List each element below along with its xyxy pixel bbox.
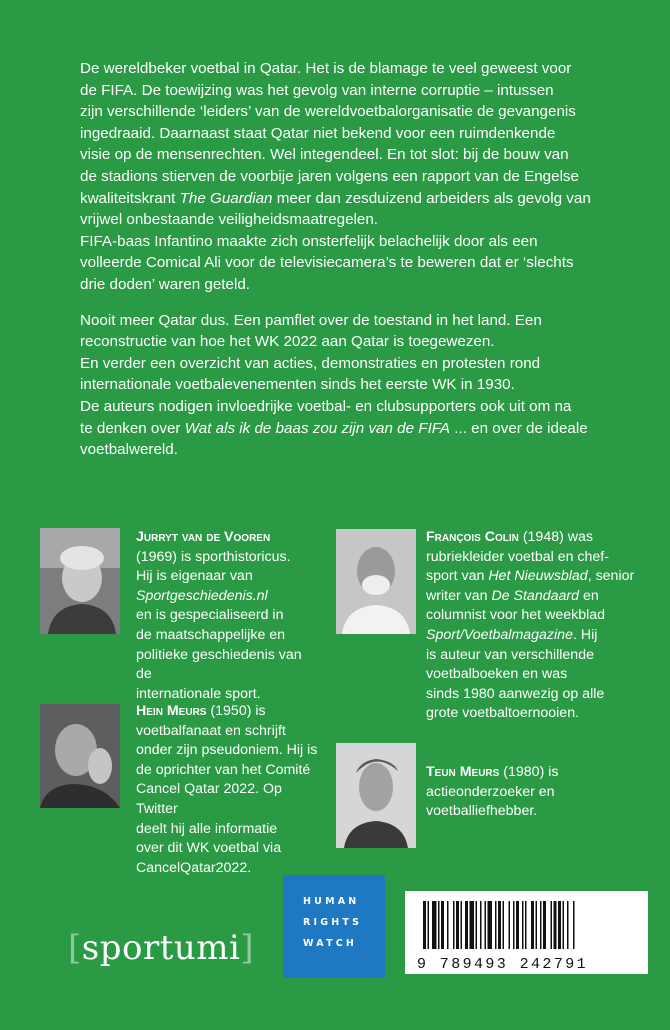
barcode-bar: [522, 901, 524, 949]
barcode-bar: [447, 901, 449, 949]
barcode-bar: [554, 901, 557, 949]
author-photo-hein: [40, 704, 120, 808]
author-photo-icon: [336, 743, 416, 848]
blurb-line: voetbalwereld.: [80, 441, 178, 459]
blurb-line: volleerde Comical Ali voor de televisiecamera’s te beweren dat er ‘slechts: [80, 254, 574, 272]
barcode-bar: [573, 901, 575, 949]
barcode-bar: [488, 901, 493, 949]
author-photo-icon: [336, 529, 416, 634]
barcode-bar: [543, 901, 546, 949]
blurb-line: FIFA-baas Infantino maakte zich onsterfelijk belachelijk door als een: [80, 232, 538, 250]
barcode-bar: [513, 901, 515, 949]
blurb-line: reconstructie van hoe het WK 2022 aan Qatar is toegewezen.: [80, 333, 495, 351]
barcode-bar: [509, 901, 511, 949]
blurb-line: vrijwel onbestaande veiligheidsmaatregelen.: [80, 211, 379, 229]
barcode-bar: [498, 901, 501, 949]
author-name: Teun Meurs: [426, 764, 500, 780]
blurb-line: internationale voetbalevenementen sinds het eerste WK in 1930.: [80, 376, 515, 394]
blurb-line: de FIFA. De toewijzing was het gevolg van interne corruptie – intussen: [80, 81, 554, 99]
blurb-line: te denken over Wat als ik de baas zou zijn van de FIFA ... en over de ideale: [80, 419, 588, 437]
blurb-line: kwaliteitskrant The Guardian meer dan zesduizend arbeiders als gevolg van: [80, 189, 591, 207]
blurb-line: Nooit meer Qatar dus. Een pamflet over de toestand in het land. Een: [80, 311, 542, 329]
author-photo-jurryt: [40, 528, 120, 634]
barcode-bar: [540, 901, 542, 949]
sportumi-logo: [sportumi]: [68, 928, 255, 968]
author-photo-teun: [336, 743, 416, 848]
blurb-line: zijn verschillende ‘leiders’ van de wereldvoetbalorganisatie de gevangenis: [80, 103, 576, 121]
human-rights-watch-logo: HUMAN RIGHTS WATCH: [283, 875, 385, 978]
barcode-bar: [461, 901, 463, 949]
barcode-bar: [480, 901, 482, 949]
barcode-bar: [441, 901, 444, 949]
blurb-line: De auteurs nodigen invloedrijke voetbal- en clubsupporters ook uit om na: [80, 397, 572, 415]
barcode-bar: [536, 901, 538, 949]
author-bio-jurryt: Jurryt van de Vooren (1969) is sporthistoricus. Hij is eigenaar van Sportgeschiedenis.nl en is gespecialiseerd in de maatschappelijke en politieke geschiedenis van de internationale sport.: [136, 529, 302, 702]
back-cover-blurb: [80, 58, 600, 475]
barcode-bar: [551, 901, 553, 949]
barcode-bar: [485, 901, 487, 949]
blurb-line: visie op de mensenrechten. Wel integendeel. En tot slot: bij de bouw van: [80, 146, 569, 164]
barcode-bar: [456, 901, 459, 949]
barcode-bar: [438, 901, 440, 949]
barcode-bar: [476, 901, 478, 949]
author-photo-icon: [40, 528, 120, 634]
barcode-bar: [423, 901, 426, 949]
author-bio-teun: Teun Meurs (1980) is actieonderzoeker en voetballiefhebber.: [426, 764, 559, 820]
barcode-bar: [503, 901, 505, 949]
barcode-bar: [563, 901, 565, 949]
author-bio-francois: François Colin (1948) was rubriekleider voetbal en chef- sport van Het Nieuwsblad, senior writer van De Standaard en columnist voor het weekblad Sport/Voetbalmagazine. Hij is auteur van verschillende voetbalboeken en was sinds 1980 aanwezig op alle grote voetbaltoernooien.: [426, 529, 635, 722]
barcode-bar: [465, 901, 468, 949]
blurb-line: de stadions stierven de voorbije jaren volgens een rapport van de Engelse: [80, 167, 579, 185]
blurb-line: En verder een overzicht van acties, demonstraties en protesten rond: [80, 354, 541, 372]
barcode-bar: [525, 901, 527, 949]
isbn-barcode: [405, 891, 648, 974]
barcode-bar: [567, 901, 569, 949]
barcode-icon: [417, 901, 636, 949]
barcode-bar: [470, 901, 475, 949]
author-name: Jurryt van de Vooren: [136, 529, 271, 545]
guardian-title: The Guardian: [179, 189, 273, 207]
blurb-line: De wereldbeker voetbal in Qatar. Het is de blamage te veel geweest voor: [80, 60, 572, 77]
author-bio-hein: Hein Meurs (1950) is voetbalfanaat en schrijft onder zijn pseudoniem. Hij is de oprichter van het Comité Cancel Qatar 2022. Op Twitter deelt hij alle informatie over dit WK voetbal via CancelQatar2022.: [136, 703, 318, 876]
barcode-bar: [428, 901, 430, 949]
author-name: Hein Meurs: [136, 703, 207, 719]
barcode-bar: [495, 901, 497, 949]
isbn-number: 9 789493 242791: [417, 956, 589, 973]
blurb-line: drie doden’ waren geteld.: [80, 275, 250, 293]
barcode-bar: [516, 901, 519, 949]
author-photo-icon: [40, 704, 120, 808]
blurb-paragraph-1: [80, 58, 600, 296]
fifa-question-title: Wat als ik de baas zou zijn van de FIFA: [184, 419, 451, 437]
blurb-line: ingedraaid. Daarnaast staat Qatar niet bekend voor een ruimdenkende: [80, 124, 556, 142]
barcode-bar: [531, 901, 534, 949]
author-photo-francois: [336, 529, 416, 634]
blurb-paragraph-2: [80, 310, 600, 461]
author-name: François Colin: [426, 529, 519, 545]
barcode-bar: [453, 901, 455, 949]
barcode-bar: [558, 901, 561, 949]
barcode-bar: [432, 901, 437, 949]
